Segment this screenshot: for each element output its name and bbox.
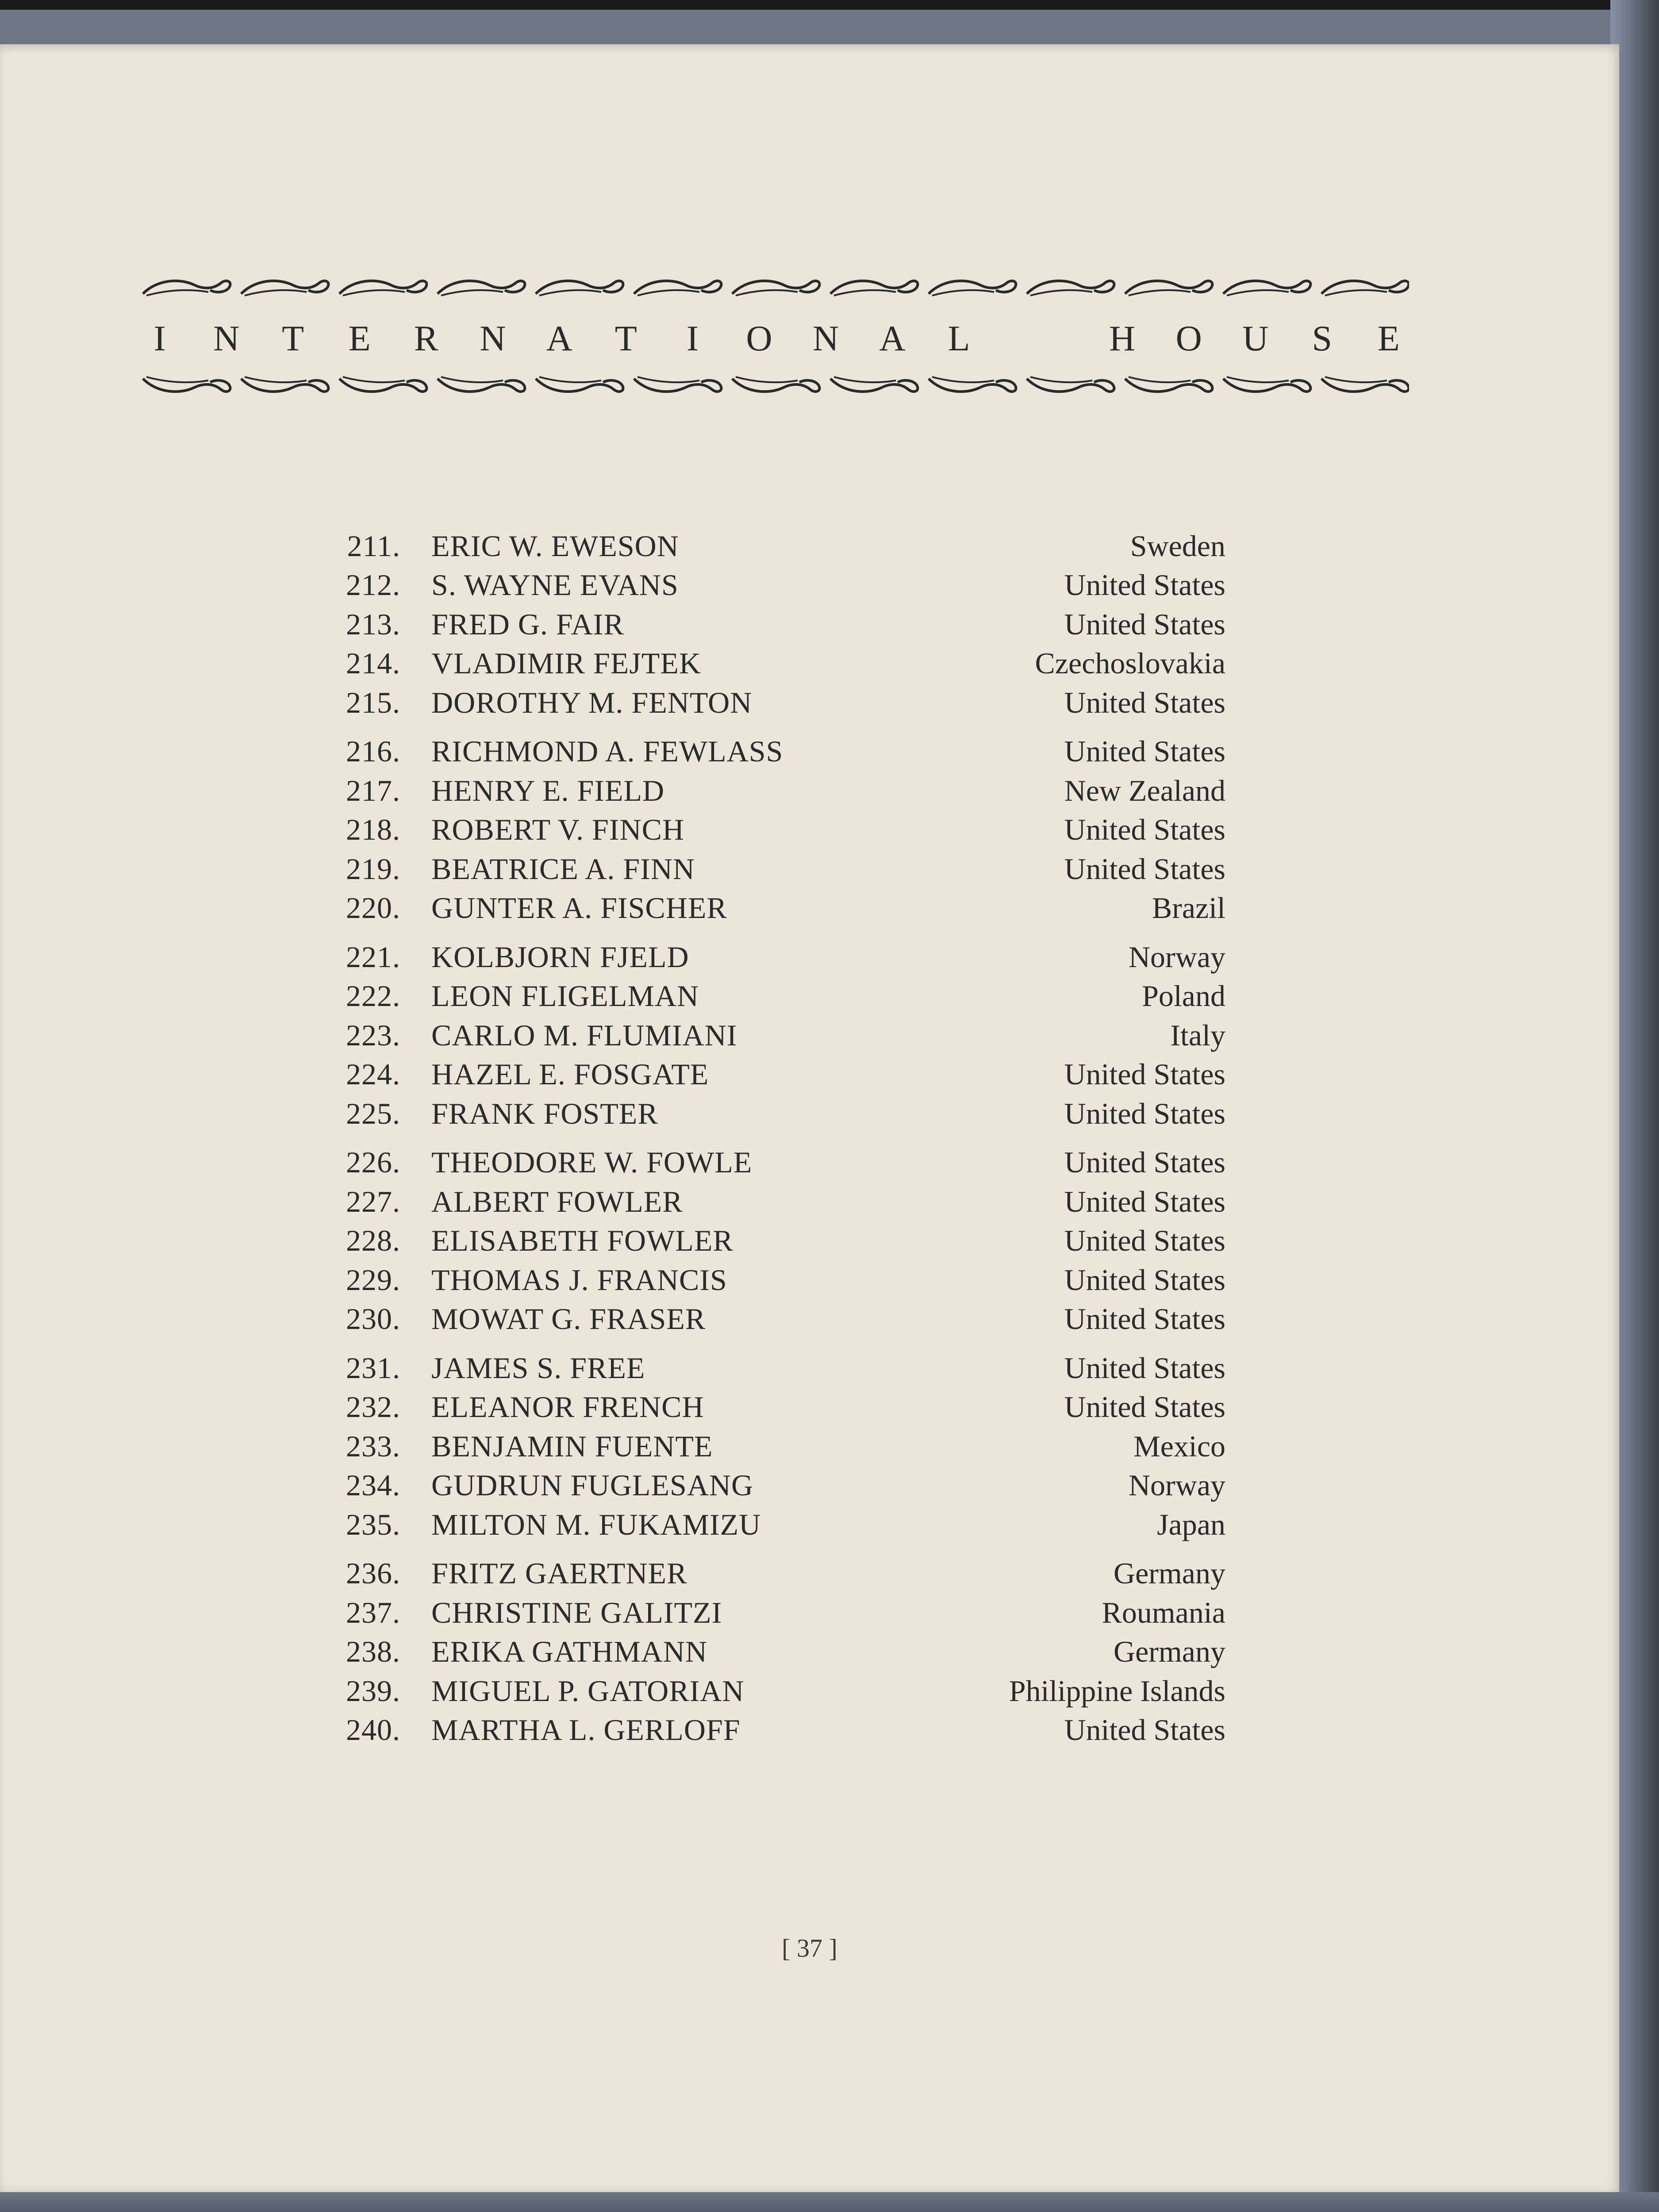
- entry-number: 229.: [346, 1263, 400, 1297]
- member-country: United States: [1064, 1184, 1225, 1218]
- member-name: FRANK FOSTER: [431, 1096, 658, 1130]
- list-item: [310, 683, 1225, 722]
- title-letter: O: [1175, 318, 1202, 358]
- list-item: [310, 1182, 1225, 1221]
- member-name: MARTHA L. GERLOFF: [431, 1713, 741, 1747]
- member-country: New Zealand: [1064, 773, 1225, 807]
- list-item: [310, 1427, 1225, 1466]
- member-list: [310, 526, 1225, 1750]
- entry-number: 231.: [346, 1351, 400, 1385]
- member-name: ELISABETH FOWLER: [431, 1224, 733, 1258]
- member-name: THEODORE W. FOWLE: [431, 1145, 753, 1179]
- member-name: ALBERT FOWLER: [431, 1184, 683, 1218]
- list-item: [310, 1348, 1225, 1388]
- list-item: [310, 1221, 1225, 1261]
- entry-number: 215.: [346, 685, 400, 719]
- title-letter: T: [614, 318, 637, 358]
- scroll-ornament-top: [139, 274, 1409, 301]
- member-name: THOMAS J. FRANCIS: [431, 1263, 727, 1297]
- member-country: United States: [1064, 813, 1225, 847]
- entry-number: 214.: [346, 646, 400, 680]
- title-letter: L: [948, 318, 970, 358]
- list-item: [310, 1016, 1225, 1055]
- member-country: United States: [1064, 1145, 1225, 1179]
- list-item: [310, 1505, 1225, 1544]
- title-letter: A: [879, 318, 906, 358]
- list-item: [310, 1671, 1225, 1711]
- member-name: HENRY E. FIELD: [431, 773, 665, 807]
- list-item: [310, 810, 1225, 850]
- title-letter: U: [1242, 318, 1269, 358]
- entry-number: 235.: [346, 1507, 400, 1541]
- entry-number: 216.: [346, 734, 400, 768]
- list-item: [310, 849, 1225, 889]
- title-letter: I: [154, 318, 166, 358]
- list-item: [310, 566, 1225, 605]
- member-country: Norway: [1128, 940, 1225, 974]
- member-country: United States: [1064, 1263, 1225, 1297]
- member-name: JAMES S. FREE: [431, 1351, 645, 1385]
- entry-number: 217.: [346, 773, 400, 807]
- member-country: Italy: [1170, 1018, 1225, 1052]
- list-item: [310, 1388, 1225, 1427]
- ornamental-border-top: [139, 274, 1409, 301]
- title-letter: E: [1377, 318, 1400, 358]
- member-name: ROBERT V. FINCH: [431, 813, 685, 847]
- member-country: United States: [1064, 1713, 1225, 1747]
- scroll-ornament-bottom: [139, 372, 1409, 398]
- list-item: [310, 1300, 1225, 1339]
- member-name: CHRISTINE GALITZI: [431, 1595, 722, 1629]
- member-name: ERIC W. EWESON: [431, 529, 679, 563]
- member-country: Japan: [1157, 1507, 1225, 1541]
- entry-number: 234.: [346, 1468, 400, 1502]
- member-name: GUNTER A. FISCHER: [431, 891, 727, 925]
- title-letter: A: [546, 318, 572, 358]
- member-name: S. WAYNE EVANS: [431, 568, 679, 602]
- list-item: [310, 1466, 1225, 1505]
- member-country: United States: [1064, 1057, 1225, 1091]
- member-name: MOWAT G. FRASER: [431, 1302, 706, 1336]
- member-name: KOLBJORN FJELD: [431, 940, 689, 974]
- list-item: [310, 644, 1225, 684]
- entry-number: 218.: [346, 813, 400, 847]
- page-number: [ 37 ]: [782, 1934, 837, 1962]
- member-name: FRED G. FAIR: [431, 607, 624, 641]
- member-country: Philippine Islands: [1009, 1674, 1225, 1708]
- entry-number: 220.: [346, 891, 400, 925]
- entry-number: 239.: [346, 1674, 400, 1708]
- member-country: United States: [1064, 852, 1225, 886]
- entry-number: 240.: [346, 1713, 400, 1747]
- entry-number: 228.: [346, 1224, 400, 1258]
- entry-number: 230.: [346, 1302, 400, 1336]
- member-country: Norway: [1128, 1468, 1225, 1502]
- list-item: [310, 605, 1225, 644]
- member-country: United States: [1064, 1302, 1225, 1336]
- title-letter: N: [213, 318, 240, 358]
- member-country: Roumania: [1102, 1595, 1225, 1629]
- member-name: HAZEL E. FOSGATE: [431, 1057, 709, 1091]
- entry-number: 221.: [346, 940, 400, 974]
- title-letter: N: [480, 318, 506, 358]
- list-item: [310, 1711, 1225, 1750]
- entry-number: 236.: [346, 1556, 400, 1590]
- entry-number: 212.: [346, 568, 400, 602]
- member-name: DOROTHY M. FENTON: [431, 685, 753, 719]
- entry-number: 237.: [346, 1595, 400, 1629]
- member-country: Germany: [1113, 1635, 1225, 1669]
- member-name: BEATRICE A. FINN: [431, 852, 695, 886]
- title-letter: S: [1312, 318, 1333, 358]
- member-country: Mexico: [1133, 1429, 1225, 1463]
- entry-number: 224.: [346, 1057, 400, 1091]
- page-title: [139, 310, 1409, 367]
- list-item: [310, 937, 1225, 977]
- member-name: GUDRUN FUGLESANG: [431, 1468, 754, 1502]
- member-name: BENJAMIN FUENTE: [431, 1429, 713, 1463]
- member-name: CARLO M. FLUMIANI: [431, 1018, 737, 1052]
- member-country: United States: [1064, 607, 1225, 641]
- entry-number: 233.: [346, 1429, 400, 1463]
- entry-number: 223.: [346, 1018, 400, 1052]
- member-name: MILTON M. FUKAMIZU: [431, 1507, 761, 1541]
- entry-number: 227.: [346, 1184, 400, 1218]
- entry-number: 232.: [346, 1390, 400, 1424]
- member-country: Poland: [1142, 979, 1225, 1013]
- member-country: United States: [1064, 1351, 1225, 1385]
- title-letter: O: [746, 318, 772, 358]
- member-country: United States: [1064, 1390, 1225, 1424]
- entry-number: 238.: [346, 1635, 400, 1669]
- list-item: [310, 1143, 1225, 1183]
- member-name: ELEANOR FRENCH: [431, 1390, 704, 1424]
- book-page: [0, 44, 1619, 2192]
- list-item: [310, 1260, 1225, 1300]
- member-name: LEON FLIGELMAN: [431, 979, 699, 1013]
- list-item: [310, 889, 1225, 928]
- member-country: United States: [1064, 1096, 1225, 1130]
- title-letter: E: [348, 318, 371, 358]
- list-item: [310, 771, 1225, 810]
- entry-number: 211.: [347, 529, 400, 563]
- list-item: [310, 1094, 1225, 1133]
- member-country: Germany: [1113, 1556, 1225, 1590]
- member-country: Sweden: [1130, 529, 1225, 563]
- member-name: ERIKA GATHMANN: [431, 1635, 708, 1669]
- entry-number: 225.: [346, 1096, 400, 1130]
- entry-number: 222.: [346, 979, 400, 1013]
- member-country: United States: [1064, 685, 1225, 719]
- ornamental-border-bottom: [139, 372, 1409, 398]
- member-country: Czechoslovakia: [1035, 646, 1225, 680]
- title-letter: H: [1109, 318, 1136, 358]
- entry-number: 226.: [346, 1145, 400, 1179]
- book-cover-top-edge: [0, 0, 1659, 44]
- entry-number: 219.: [346, 852, 400, 886]
- title-letter: I: [686, 318, 699, 358]
- member-country: Brazil: [1152, 891, 1225, 925]
- list-item: [310, 732, 1225, 772]
- title-letter: N: [812, 318, 839, 358]
- list-item: [310, 1632, 1225, 1672]
- list-item: [310, 1554, 1225, 1594]
- member-country: United States: [1064, 1224, 1225, 1258]
- member-country: United States: [1064, 734, 1225, 768]
- list-item: [310, 526, 1225, 566]
- list-item: [310, 1055, 1225, 1094]
- entry-number: 213.: [346, 607, 400, 641]
- member-name: VLADIMIR FEJTEK: [431, 646, 701, 680]
- list-item: [310, 977, 1225, 1016]
- title-letter: T: [282, 318, 304, 358]
- member-name: RICHMOND A. FEWLASS: [431, 734, 783, 768]
- member-name: FRITZ GAERTNER: [431, 1556, 687, 1590]
- list-item: [310, 1593, 1225, 1632]
- title-letter: R: [414, 318, 438, 358]
- member-country: United States: [1064, 568, 1225, 602]
- book-cover-bottom-edge: [0, 2192, 1659, 2212]
- member-name: MIGUEL P. GATORIAN: [431, 1674, 745, 1708]
